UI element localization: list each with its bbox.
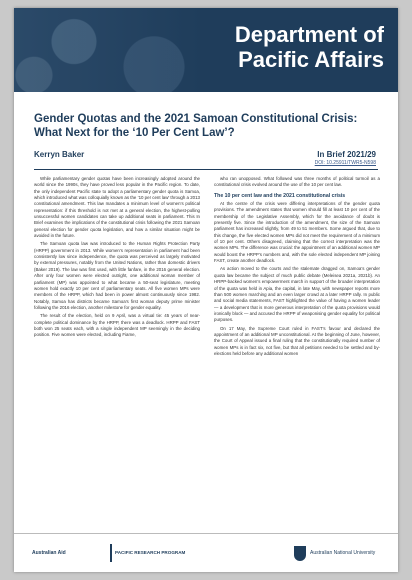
doi-link[interactable]: DOI: 10.25911/TWR5-N598 bbox=[314, 160, 376, 166]
anu-crest-icon bbox=[294, 546, 306, 561]
pacific-research-program-logo bbox=[110, 544, 193, 562]
author-name: Kerryn Baker bbox=[34, 150, 85, 159]
body-paragraph: As action moved to the courts and the stalemate dragged on, Samoa’s gender quota law became the subject of much public debate (Meleisea 2021a, 2021b). An HRPP-backed women’s empowerment march in support of the broader interpretation of the quota was held in Apia, the capital, in late May, with newspaper reports more than 500 women marching and an even larger crowd at a later HRPP rally. In public and social media statements, FAST highlighted the value of having a women leader — a development that is more generous interpretation of the quota provisions would ironically block — and accused the HRPP of weaponising gender equality for political purposes. bbox=[214, 266, 380, 323]
anu-logo-text: Australian National University bbox=[310, 550, 376, 556]
series-number: In Brief 2021/29 bbox=[317, 150, 376, 159]
anu-logo bbox=[294, 544, 378, 562]
australian-aid-logo bbox=[32, 544, 72, 562]
document-page bbox=[14, 8, 398, 572]
body-paragraph: On 17 May, the Supreme Court ruled in FAST’s favour and declared the appointment of an additional MP unconstitutional. At the beginning of June, however, the Court of Appeal issued a final ruling that the constitutionally required number of women MPs is in fact six, not five, but that all petitions needed to be settled and by-elections held before any additional women bbox=[214, 325, 380, 356]
pacific-research-program-logo-text: PACIFIC RESEARCH PROGRAM bbox=[115, 550, 186, 555]
title-divider bbox=[34, 169, 378, 170]
right-column bbox=[214, 176, 380, 359]
banner-image bbox=[14, 8, 214, 92]
body-paragraph: The Samoan quota law was introduced to the Human Rights Protection Party (HRPP) government in 2013. While women’s representation in parliament had been consistently low since independence, the quota was perceived as largely motivated by external pressures, notably from the United Nations, rather than domestic drivers (Baker 2019). The law was first used, with little fanfare, in the 2016 general election. After only four women were elected outright, one additional woman member of parliament (MP) was appointed to what became a 50-seat legislature, meeting women hold exactly 10 per cent of parliamentary seats. All five women MPs were members of the HRPP, which had been in power almost continuously since 1982. Notably, Samoa has districts became Samoa’s first woman deputy prime minister following the 2016 election, another milestone for gender equality. bbox=[34, 241, 200, 310]
section-heading: The 10 per cent law and the 2021 constitutional crisis bbox=[214, 192, 346, 199]
body-paragraph: who ran unopposed. What followed was three months of political turmoil as a constitutional crisis evolved around the use of the 10 per cent law. bbox=[214, 176, 380, 188]
australian-aid-logo-text: Australian Aid bbox=[32, 550, 66, 556]
left-column bbox=[34, 176, 200, 341]
body-paragraph: While parliamentary gender quotas have been increasingly adopted around the world since the 1990s, they have proved less popular in the Pacific region. To date, the only independent Pacific state to adopt a parliamentary gender quota is Samoa, which introduced what was colloquially known as the ‘10 per cent law’ through a 2013 constitutional amendment. This law mandates a minimum level of women’s political representation: if this threshold is not met at a general election, the highest-polling unsuccessful women candidates can take up additional seats in parliament. This In Brief examines the implications of the constitutional crisis following the 2021 Samoan general election for gender quota legislation, and how a similar situation might be avoided in the future. bbox=[34, 176, 200, 239]
header-banner bbox=[14, 8, 398, 92]
body-paragraph: At the centre of the crisis were differing interpretations of the gender quota provisions. The amendment states that women should fill at least 10 per cent of the membership of the Legislative Assembly, which for the avoidance of doubt is presently five. Since the introduction of the amendment, the size of the Samoan parliament has increased slightly, from 49 to 51 members. Some argued that, due to this change, the five elected women MPs did not meet the requirement of a minimum of 10 per cent. Others disagreed, claiming that the correct interpretation was the women MPs. The difference was crucial: the appointment of an additional women MP would boost the HRPP’s numbers and, with the sole elected independent MP joining FAST, create another deadlock. bbox=[214, 201, 380, 264]
department-title: Department of Pacific Affairs bbox=[234, 22, 384, 72]
body-paragraph: The result of the election, held on 9 April, was a virtual tie: 45 years of near-complete political dominance by the HRPP, there was a deadlock. HRPP and FAST both won 25 seats each, with a single independent MP seemingly in the deciding position. Five women were elected, including Fiame, bbox=[34, 313, 200, 338]
footer bbox=[14, 533, 398, 572]
article-title: Gender Quotas and the 2021 Samoan Constitutional Crisis: What Next for the ‘10 Per Cent Law’? bbox=[34, 113, 358, 139]
